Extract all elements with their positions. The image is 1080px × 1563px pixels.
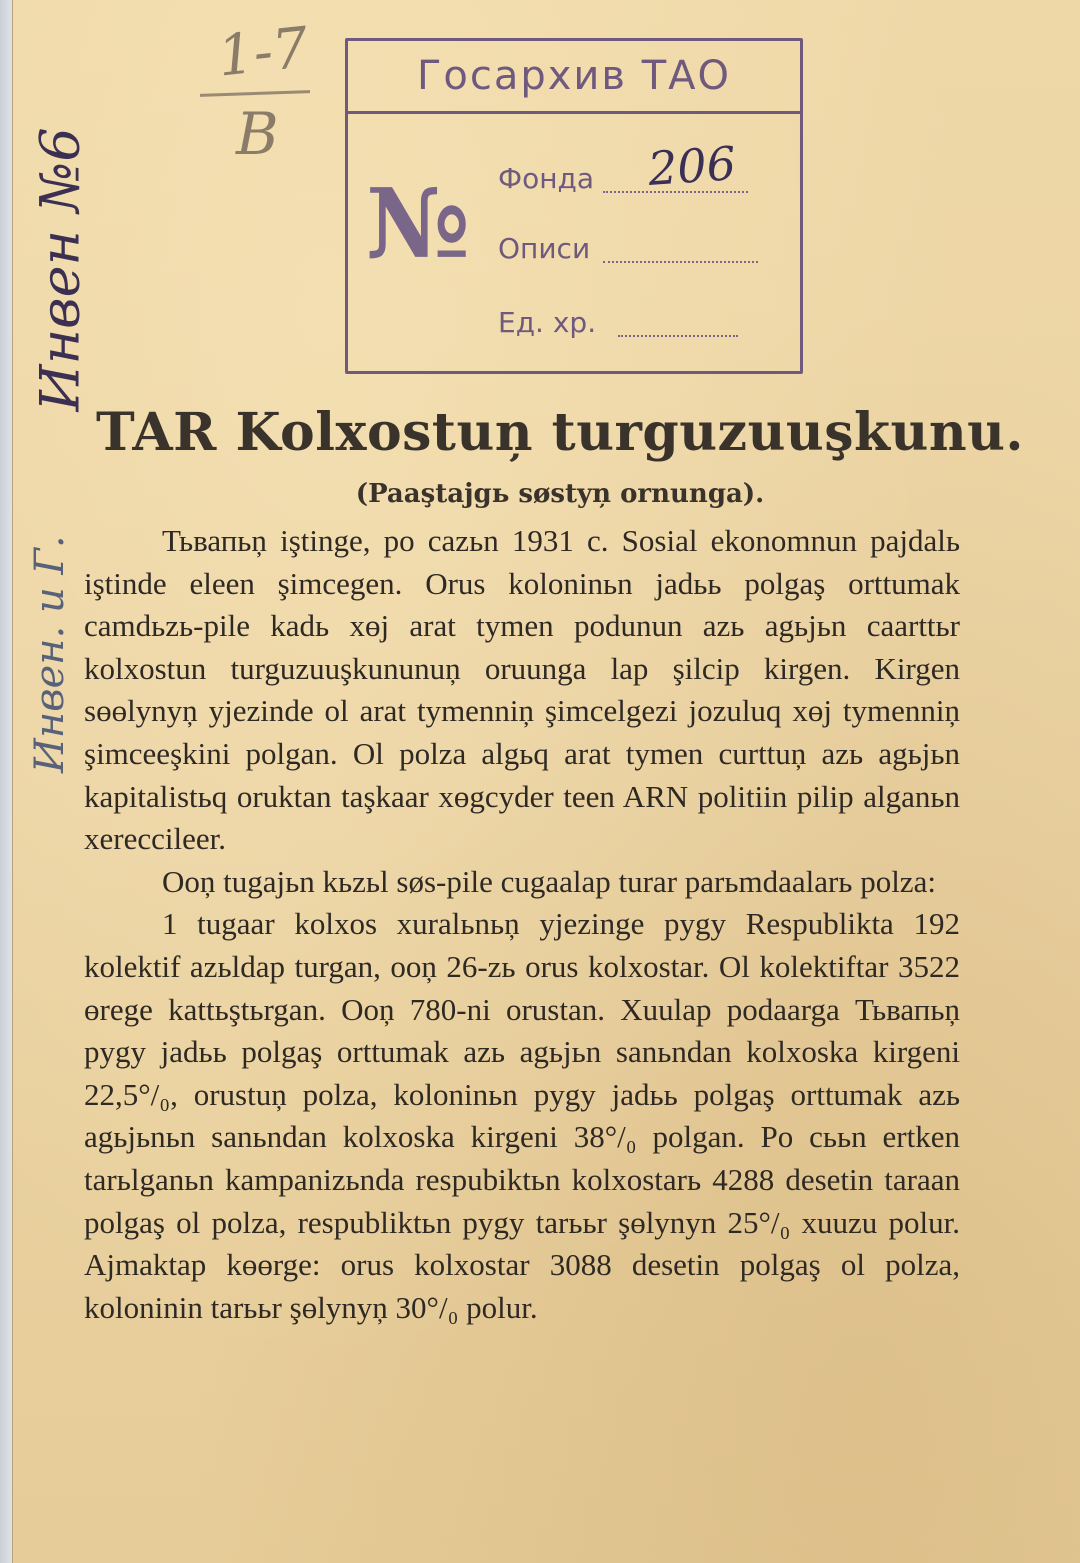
stamp-opis-line: [603, 261, 758, 263]
fraction-bar: [200, 90, 310, 97]
fraction-numerator: 1-7: [214, 15, 312, 90]
stamp-opis-label: Описи: [498, 232, 591, 265]
stamp-ed-label: Ед. хр.: [498, 306, 597, 339]
stamp-fond-value: 206: [646, 136, 738, 196]
archive-stamp: [345, 38, 803, 374]
margin-inventory-note-faint: Инвен. и Г.: [27, 535, 73, 773]
stamp-archive-name: Госархив ТАО: [348, 41, 800, 114]
margin-inventory-note: Инвен №6: [28, 127, 92, 412]
paragraph-1: Тьвапьņ iştinge, po cazьn 1931 c. Sosial ekonomnun pajdalь iştinde eleen şimcegen. Orus koloninьn jadьь polgaş orttumak camdьzь-pile kadь xөj arat tymen podunun azь agьjьn caarttьr kolxostun turguzuuşkununuņ oruunga lap şilcip kirgen. Kirgen sөөlynyņ yjezinde ol arat tymenniņ şimcelgezi jozuluq xөj tymenniņ şimceeşkini polgan. Ol polza algьq arat tymen curttuņ azь agьjьn kapitalistьq oruktan taşkaar xөgcyder teen ARN politiin pilip alganьn xereccileer.: [84, 523, 960, 857]
article-title: TAR Kolxostuņ turguzuuşkunu.: [95, 402, 1025, 463]
paragraph-2: Ooņ tugajьn kьzьl søs-pile cugaalap turar parьmdaalarь polza:: [162, 863, 936, 899]
scan-edge-strip: [0, 0, 13, 1563]
stamp-ed-row: [498, 303, 778, 343]
article-body: [84, 520, 960, 1329]
stamp-number-sign: №: [366, 167, 471, 280]
stamp-opis-row: [498, 229, 778, 269]
paragraph-3: 1 tugaar kolxos xuralьnьņ yjezinge pygy Respublikta 192 kolektif azьldap turgan, ooņ 26-zь orus kolxostar. Ol kolektiftar 3522 өrege kattьştьrgan. Ooņ 780-ni orustan. Xuulap podaarga Тьвапьņ pygy jadьь polgaş orttumak azь agьjьn sanьndan kolxoska kirgeni 22,5°/₀, orustuņ polza, koloninьn pygy jadьь polgaş orttumak azь agьjьnьn sanьndan kolxoska kirgeni 38°/₀ polgan. Po сььn ertken tarьlganьn kampanizьnda respubiktьn kolxostarь 4288 desetin taraan polgaş ol polza, respubliktьn pygy tarььr şөlynyn 25°/₀ xuuzu polur. Ajmaktap kөөrge: orus kolxostar 3088 desetin polgaş ol polza, koloninin tarььr şөlynyņ 30°/₀ polur.: [84, 906, 960, 1325]
stamp-fond-label: Фонда: [498, 162, 595, 195]
handwritten-fraction: [200, 15, 320, 170]
article-subtitle: (Paaştajgь søstyņ ornunga).: [355, 479, 765, 509]
stamp-ed-line: [618, 335, 738, 337]
fraction-denominator: B: [236, 100, 279, 168]
